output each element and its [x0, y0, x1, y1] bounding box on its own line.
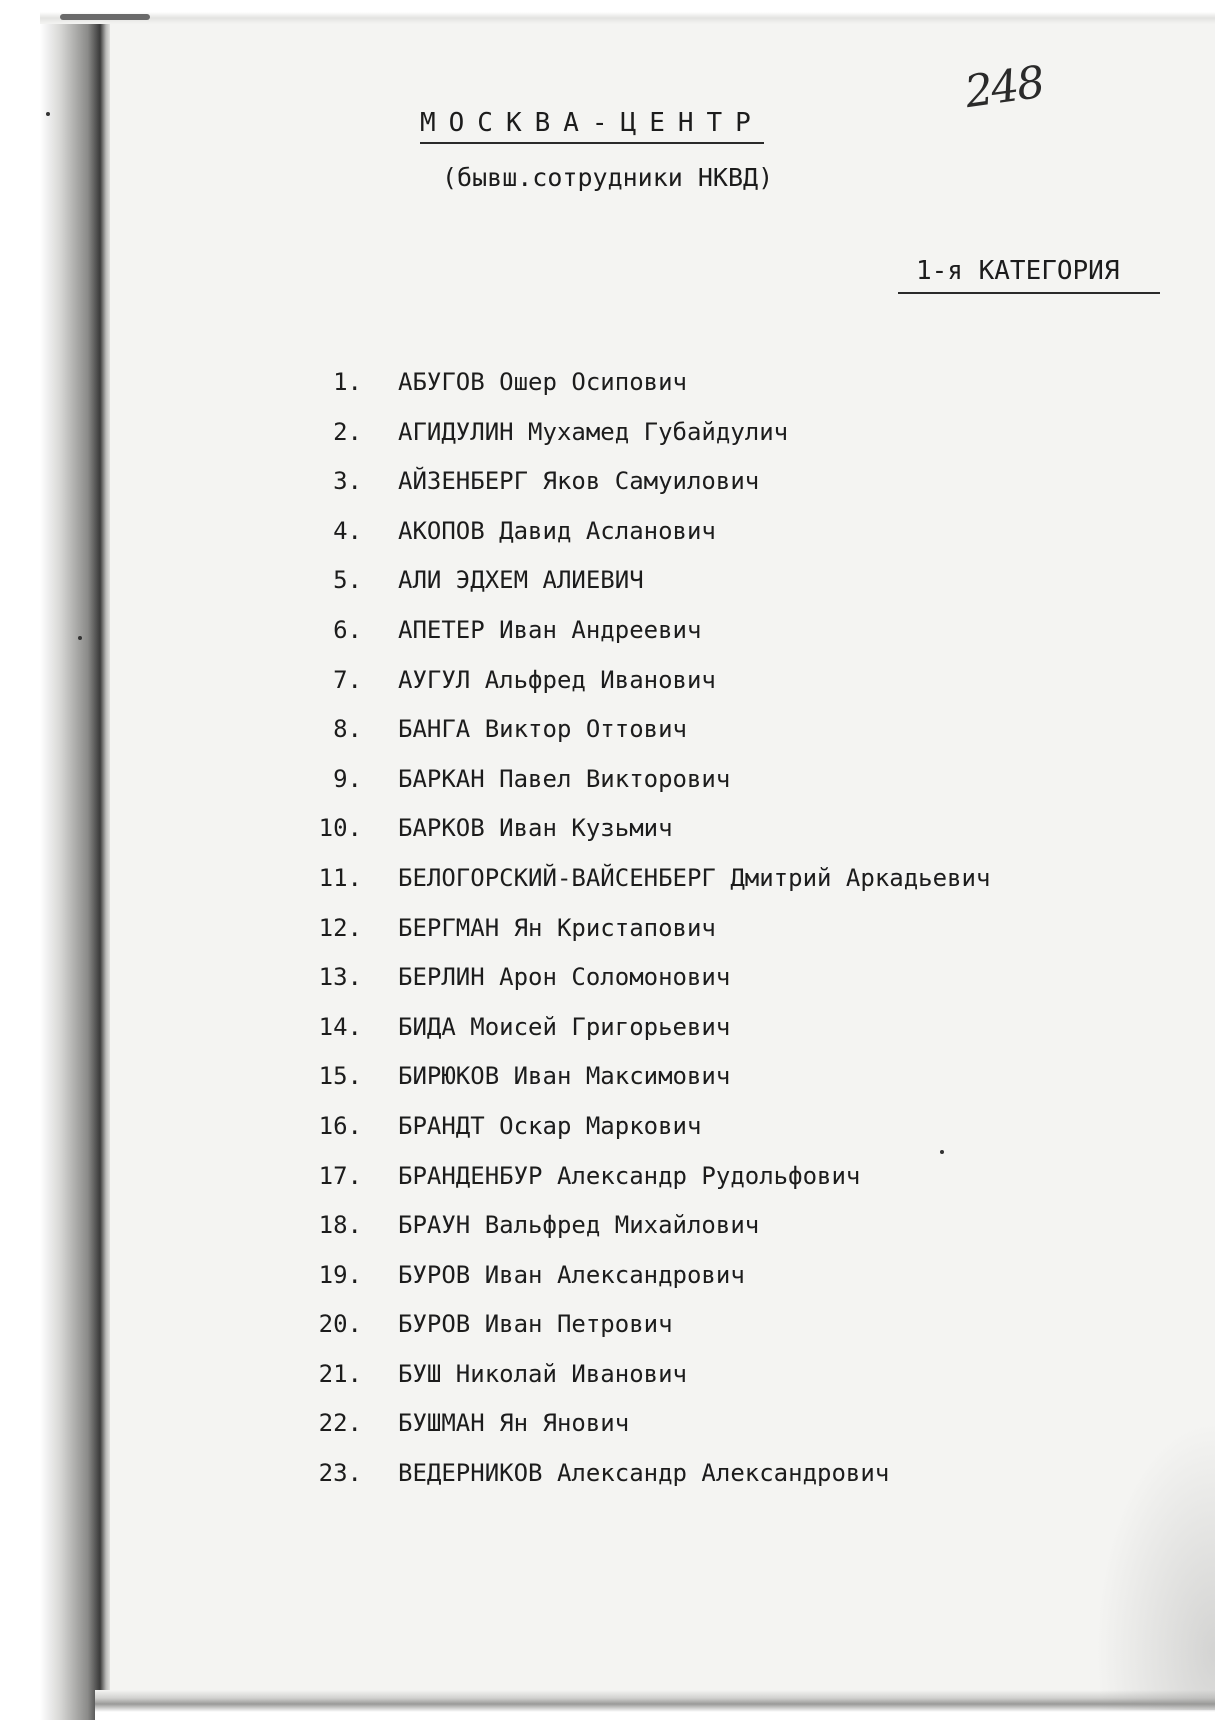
entry-name: АКОПОВ Давид Асланович — [398, 516, 716, 545]
category-heading: 1-я КАТЕГОРИЯ — [898, 256, 1160, 294]
entry-number: 7. — [333, 665, 362, 694]
scan-speck — [78, 636, 82, 640]
entry-name: БАРКОВ Иван Кузьмич — [398, 814, 673, 843]
entry-number: 19. — [318, 1260, 362, 1289]
entry-number: 16. — [318, 1111, 362, 1140]
entry-name: БЕРГМАН Ян Кристапович — [398, 913, 716, 942]
entry-number: 2. — [333, 417, 362, 446]
roster-entry — [300, 914, 1160, 964]
entry-name: БАНГА Виктор Оттович — [398, 715, 687, 744]
roster-entry — [300, 1013, 1160, 1063]
roster-entry — [300, 814, 1160, 864]
entry-number: 14. — [318, 1012, 362, 1041]
scan-speck — [46, 112, 50, 116]
roster-entry — [300, 1112, 1160, 1162]
roster-entry — [300, 1261, 1160, 1311]
roster-entry — [300, 1062, 1160, 1112]
entry-name: БАРКАН Павел Викторович — [398, 764, 731, 793]
entry-number: 18. — [318, 1211, 362, 1240]
scanner-bottom-edge — [95, 1690, 1215, 1720]
entry-name: АГИДУЛИН Мухамед Губайдулич — [398, 417, 789, 446]
entry-name: БИДА Моисей Григорьевич — [398, 1012, 731, 1041]
entry-number: 4. — [333, 516, 362, 545]
roster-entry — [300, 1310, 1160, 1360]
roster-entry — [300, 765, 1160, 815]
entry-name: БУРОВ Иван Александрович — [398, 1260, 745, 1289]
roster-entry — [300, 1211, 1160, 1261]
roster-entry — [300, 864, 1160, 914]
roster-entry — [300, 1459, 1160, 1509]
document-subtitle: (бывш.сотрудники НКВД) — [442, 163, 774, 192]
entry-number: 6. — [333, 615, 362, 644]
handwritten-page-number: 248 — [961, 56, 1047, 119]
entry-name: БРАНДЕНБУР Александр Рудольфович — [398, 1161, 861, 1190]
entry-name: АУГУЛ Альфред Иванович — [398, 665, 716, 694]
entry-number: 15. — [318, 1062, 362, 1091]
entry-number: 5. — [333, 566, 362, 595]
entry-number: 13. — [318, 963, 362, 992]
entry-name: БУРОВ Иван Петрович — [398, 1310, 673, 1339]
roster-entry — [300, 517, 1160, 567]
entry-name: БИРЮКОВ Иван Максимович — [398, 1062, 731, 1091]
entry-name: АБУГОВ Ошер Осипович — [398, 368, 687, 396]
entry-number: 22. — [318, 1409, 362, 1438]
roster-entry — [300, 963, 1160, 1013]
roster-entry — [300, 1162, 1160, 1212]
roster-entry — [300, 1409, 1160, 1459]
entry-name: БУШ Николай Иванович — [398, 1359, 687, 1388]
entry-number: 12. — [318, 913, 362, 942]
entry-number: 20. — [318, 1310, 362, 1339]
roster-entry — [300, 666, 1160, 716]
entry-name: ВЕДЕРНИКОВ Александр Александрович — [398, 1459, 890, 1488]
roster-entry — [300, 467, 1160, 517]
entry-name: БУШМАН Ян Янович — [398, 1409, 630, 1438]
roster-entry — [300, 1360, 1160, 1410]
entry-number: 8. — [333, 715, 362, 744]
roster-entry — [300, 418, 1160, 468]
entry-name: БРАНДТ Оскар Маркович — [398, 1111, 702, 1140]
entry-name: БРАУН Вальфред Михайлович — [398, 1211, 760, 1240]
roster-entry — [300, 715, 1160, 765]
entry-number: 17. — [318, 1161, 362, 1190]
entry-number: 23. — [318, 1459, 362, 1488]
entry-number: 3. — [333, 467, 362, 496]
entry-name: БЕРЛИН Арон Соломонович — [398, 963, 731, 992]
scanner-top-edge — [40, 0, 1215, 24]
entry-name: БЕЛОГОРСКИЙ-ВАЙСЕНБЕРГ Дмитрий Аркадьевич — [398, 863, 991, 892]
entry-number: 11. — [318, 863, 362, 892]
entry-name: АПЕТЕР Иван Андреевич — [398, 615, 702, 644]
roster-entry — [300, 566, 1160, 616]
roster-list — [300, 368, 1160, 1509]
entry-number: 10. — [318, 814, 362, 843]
entry-number: 1. — [333, 368, 362, 396]
entry-number: 21. — [318, 1359, 362, 1388]
roster-entry — [300, 616, 1160, 666]
entry-name: АЛИ ЭДХЕМ АЛИЕВИЧ — [398, 566, 644, 595]
document-title: МОСКВА-ЦЕНТР — [420, 108, 764, 144]
roster-entry — [300, 368, 1160, 418]
entry-name: АЙЗЕНБЕРГ Яков Самуилович — [398, 467, 760, 496]
entry-number: 9. — [333, 764, 362, 793]
scanner-left-edge — [0, 0, 110, 1720]
